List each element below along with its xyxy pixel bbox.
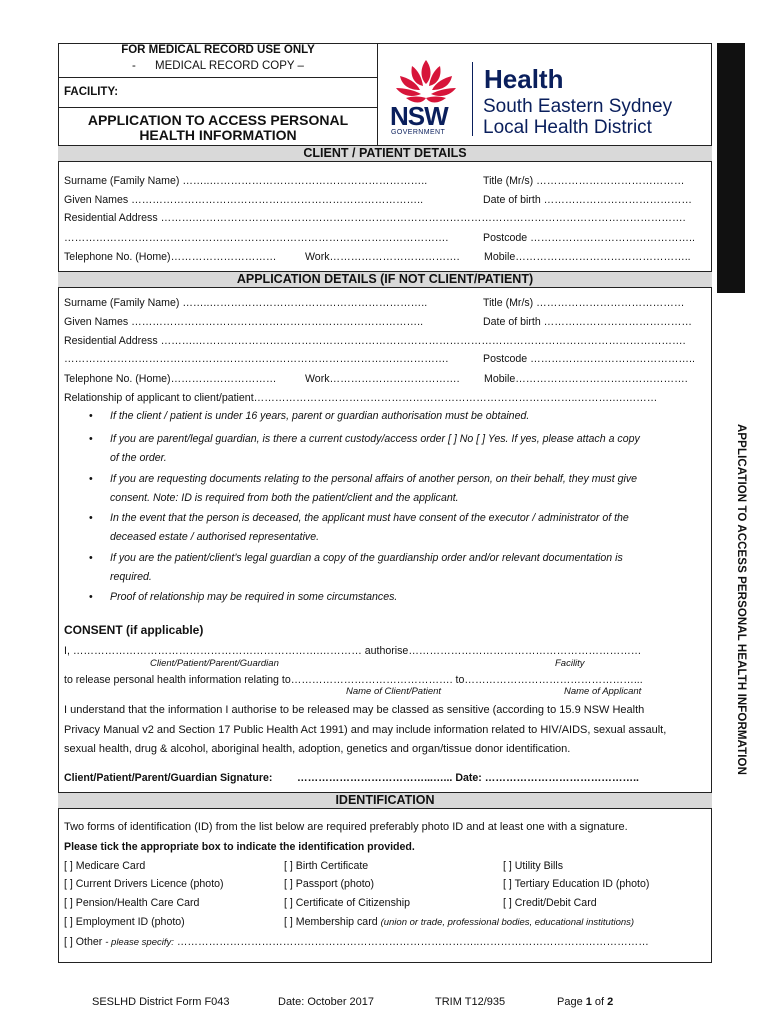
black-tab-marker — [717, 43, 745, 293]
other-label: [ ] Other — [64, 936, 103, 948]
checkbox-citizenship[interactable]: [ ] Certificate of Citizenship — [284, 897, 410, 909]
checkbox-membership-card[interactable] — [284, 916, 634, 928]
client-telephone-work-field[interactable]: Work………………………………. — [305, 251, 460, 263]
list-item-continued: required. — [110, 571, 152, 583]
nsw-wordmark: NSW — [390, 101, 448, 131]
applicant-address-field[interactable]: Residential Address ……….…………………………………………………………………………………………………………………………. — [64, 335, 686, 347]
health-wordmark: Health — [484, 64, 564, 94]
caption-client-guardian: Client/Patient/Parent/Guardian — [150, 658, 279, 669]
footer-page-number: Page 1 of 2 — [557, 996, 614, 1008]
list-item: • In the event that the person is deceased, the applicant must have consent of the executor / administrator of the — [89, 512, 629, 524]
side-title: APPLICATION TO ACCESS PERSONAL HEALTH INFORMATION — [735, 424, 747, 775]
client-surname-field[interactable]: Surname (Family Name) ……..…………………………………………………….. — [64, 175, 428, 187]
record-copy-label: - MEDICAL RECORD COPY – — [132, 60, 304, 72]
consent-paragraph-line2: Privacy Manual v2 and Section 17 Public Health Act 1991) and may include information related to HIV/AIDS, sexual assault, — [64, 724, 667, 736]
caption-facility: Facility — [555, 658, 585, 669]
membership-card-label: [ ] Membership card — [284, 916, 378, 928]
form-title-line1: APPLICATION TO ACCESS PERSONAL — [87, 112, 349, 128]
district-name-line2: Local Health District — [483, 117, 652, 138]
application-details-heading: APPLICATION DETAILS (IF NOT CLIENT/PATIENT) — [58, 271, 712, 288]
checkbox-credit-card[interactable]: [ ] Credit/Debit Card — [503, 897, 597, 909]
other-specify-field[interactable]: …………………………………………………………………………..………………………………………… — [173, 936, 649, 948]
applicant-given-names-field[interactable]: Given Names ……………………………………………………………………….. — [64, 316, 424, 328]
applicant-dob-field[interactable]: Date of birth …………………………………… — [483, 316, 692, 328]
facility-label: FACILITY: — [64, 86, 119, 98]
list-item: • Proof of relationship may be required in some circumstances. — [89, 591, 398, 603]
client-dob-field[interactable]: Date of birth …………………………………… — [483, 194, 692, 206]
client-given-names-field[interactable]: Given Names ……………………………………………………………………….. — [64, 194, 424, 206]
identification-intro: Two forms of identification (ID) from the list below are required preferably photo ID and at least one with a signature. — [64, 821, 628, 833]
list-item-continued: consent. Note: ID is required from both the patient/client and the applicant. — [110, 492, 459, 504]
nsw-logo — [390, 58, 462, 138]
applicant-telephone-work-field[interactable]: Work………………………………. — [305, 373, 460, 385]
applicant-title-field[interactable]: Title (Mr/s) …………………………………… — [483, 297, 685, 309]
checkbox-passport[interactable]: [ ] Passport (photo) — [284, 878, 375, 890]
checkbox-utility-bills[interactable]: [ ] Utility Bills — [503, 860, 564, 872]
client-telephone-home-field[interactable]: Telephone No. (Home)………………………… — [64, 251, 277, 263]
applicant-address-continued[interactable]: ………………………………………………………………………………………………. — [64, 353, 449, 365]
other-note: - please specify: — [105, 937, 174, 948]
applicant-surname-field[interactable]: Surname (Family Name) ……..…………………………………………………….. — [64, 297, 428, 309]
checkbox-other[interactable] — [64, 936, 710, 948]
identification-instruction: Please tick the appropriate box to indicate the identification provided. — [64, 841, 415, 853]
checkbox-employment-id[interactable]: [ ] Employment ID (photo) — [64, 916, 185, 928]
list-item: • If you are requesting documents relating to the personal affairs of another person, on their behalf, they must give — [89, 473, 638, 485]
applicant-telephone-home-field[interactable]: Telephone No. (Home)………………………… — [64, 373, 277, 385]
checkbox-tertiary-id[interactable]: [ ] Tertiary Education ID (photo) — [503, 878, 650, 890]
logo-divider — [472, 62, 473, 136]
footer-form-number: SESLHD District Form F043 — [92, 996, 230, 1008]
district-name-line1: South Eastern Sydney — [483, 96, 673, 117]
client-address-field[interactable]: Residential Address ……….…………………………………………………………………………………………………………………………. — [64, 212, 686, 224]
client-title-field[interactable]: Title (Mr/s) …………………………………… — [483, 175, 685, 187]
checkbox-pension-card[interactable]: [ ] Pension/Health Care Card — [64, 897, 200, 909]
signature-label: Client/Patient/Parent/Guardian Signature: — [64, 772, 273, 784]
membership-card-note: (union or trade, professional bodies, educational institutions) — [380, 917, 635, 928]
divider — [58, 107, 378, 108]
client-details-heading: CLIENT / PATIENT DETAILS — [58, 145, 712, 162]
caption-applicant-name: Name of Applicant — [564, 686, 642, 697]
list-item-continued: of the order. — [110, 452, 167, 464]
list-item: • If the client / patient is under 16 years, parent or guardian authorisation must be obtained. — [89, 410, 530, 422]
list-item: • If you are parent/legal guardian, is there a current custody/access order [ ] No [ ] Yes. If yes, please attach a copy — [89, 433, 640, 445]
checkbox-birth-certificate[interactable]: [ ] Birth Certificate — [284, 860, 369, 872]
government-wordmark: GOVERNMENT — [391, 129, 446, 136]
footer-trim: TRIM T12/935 — [435, 996, 506, 1008]
checkbox-drivers-licence[interactable]: [ ] Current Drivers Licence (photo) — [64, 878, 224, 890]
relationship-field[interactable]: Relationship of applicant to client/patient………………………………………………………………………………..……….….……… — [64, 392, 658, 404]
form-title-line2: HEALTH INFORMATION — [139, 127, 297, 143]
record-use-label: FOR MEDICAL RECORD USE ONLY — [121, 44, 315, 56]
footer-date: Date: October 2017 — [278, 996, 375, 1008]
client-mobile-field[interactable]: Mobile………………………………………….. — [484, 251, 691, 263]
client-address-continued[interactable]: ………………………………………………………………………………………………. — [64, 232, 449, 244]
signature-date-field[interactable]: ………………………………...…... Date: …………………………………….. — [297, 772, 639, 784]
applicant-mobile-field[interactable]: Mobile…………………………………………. — [484, 373, 688, 385]
consent-heading: CONSENT (if applicable) — [64, 623, 204, 637]
applicant-postcode-field[interactable]: Postcode ……………………………………….. — [483, 353, 695, 365]
list-item: • If you are the patient/client’s legal guardian a copy of the guardianship order and/or relevant documentation is — [89, 552, 623, 564]
consent-paragraph-line1: I understand that the information I authorise to be released may be classed as sensitive (according to 15.9 NSW Health — [64, 704, 645, 716]
checkbox-medicare-card[interactable]: [ ] Medicare Card — [64, 860, 146, 872]
list-item-continued: deceased estate / authorised representative. — [110, 531, 320, 543]
consent-authorise-line[interactable]: I, …………………………………………………………….………… authorise………………………………………………………… — [64, 645, 642, 657]
identification-heading: IDENTIFICATION — [58, 792, 712, 809]
caption-client-name: Name of Client/Patient — [346, 686, 442, 697]
consent-paragraph-line3: sexual health, drug & alcohol, aboriginal health, adoption, genetics and organ/tissue donor identification. — [64, 743, 571, 755]
client-postcode-field[interactable]: Postcode ……………………………………….. — [483, 232, 695, 244]
waratah-icon — [390, 58, 462, 106]
divider — [58, 77, 378, 78]
consent-release-line[interactable]: to release personal health information relating to………………………………………. to…………………………………………... — [64, 674, 643, 686]
